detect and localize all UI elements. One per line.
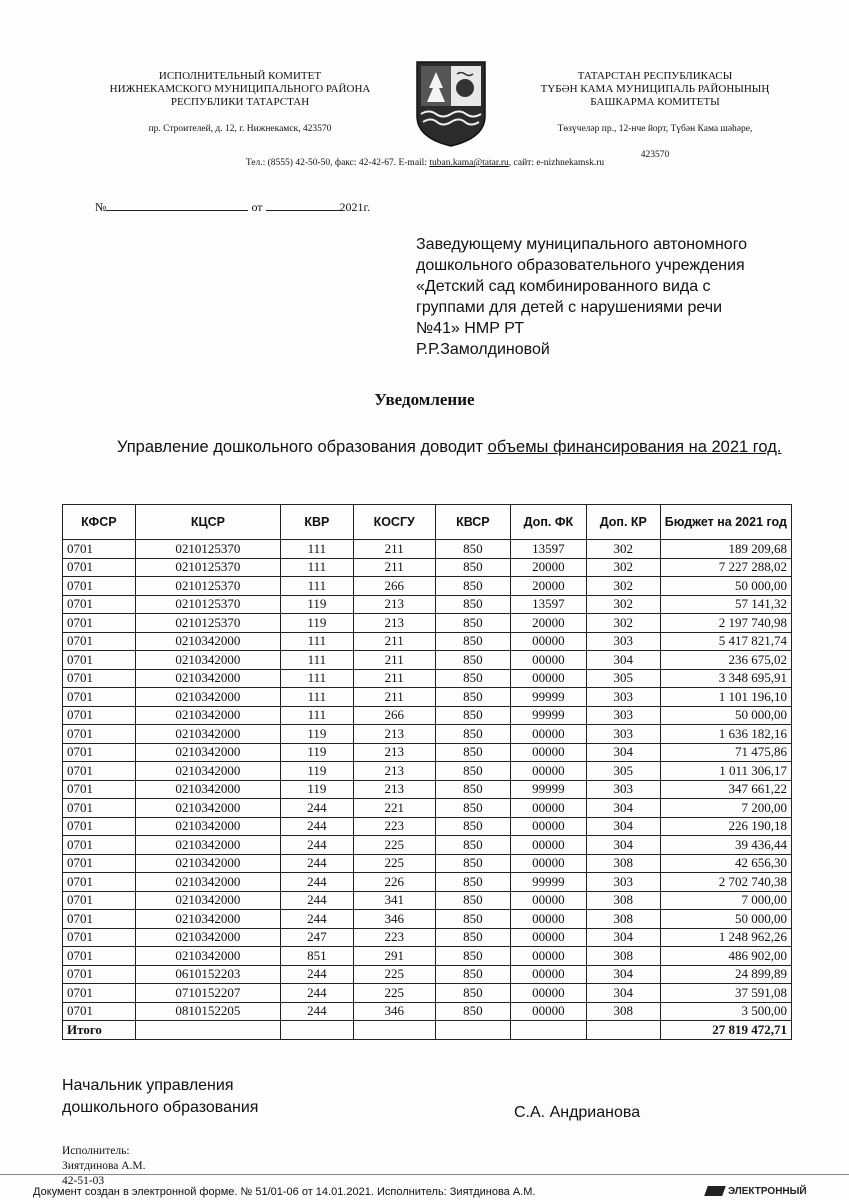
signature-position: [62, 1075, 258, 1119]
table-cell: 20000: [510, 577, 586, 596]
table-cell: 0210342000: [135, 854, 281, 873]
coat-of-arms-icon: [413, 58, 489, 148]
table-cell: 00000: [510, 669, 586, 688]
table-cell: 211: [353, 651, 435, 670]
table-cell: 0701: [63, 965, 136, 984]
table-cell: 0701: [63, 725, 136, 744]
table-cell: 50 000,00: [660, 706, 791, 725]
table-cell: 850: [435, 669, 510, 688]
table-cell: 850: [435, 1002, 510, 1021]
total-value: 27 819 472,71: [660, 1021, 791, 1040]
table-cell: 0210125370: [135, 614, 281, 633]
table-cell: 346: [353, 1002, 435, 1021]
table-cell: 0701: [63, 817, 136, 836]
column-header: КФСР: [63, 505, 136, 540]
table-cell: 850: [435, 873, 510, 892]
table-cell: 0701: [63, 632, 136, 651]
table-cell: 0701: [63, 558, 136, 577]
table-row: [63, 651, 792, 670]
table-cell: 111: [281, 577, 353, 596]
header-right-line2: ТҮБӘН КАМА МУНИЦИПАЛЬ РАЙОНЫНЫҢ: [540, 83, 770, 95]
table-cell: 189 209,68: [660, 540, 791, 559]
table-cell: 244: [281, 799, 353, 818]
table-cell: 0210342000: [135, 669, 281, 688]
table-cell: 850: [435, 965, 510, 984]
table-cell: 00000: [510, 928, 586, 947]
table-cell: 213: [353, 595, 435, 614]
table-cell: 0210342000: [135, 632, 281, 651]
logo-icon: [704, 1186, 726, 1196]
table-cell: 308: [586, 910, 660, 929]
addressee-line4: группами для детей с нарушениями речи: [416, 299, 723, 316]
table-cell: 0701: [63, 669, 136, 688]
document-title: Уведомление: [374, 390, 475, 409]
table-cell: 0210342000: [135, 762, 281, 781]
table-cell: 1 636 182,16: [660, 725, 791, 744]
table-cell: 302: [586, 614, 660, 633]
financing-table: [62, 504, 792, 1040]
table-cell: 0701: [63, 854, 136, 873]
table-cell: [353, 1021, 435, 1040]
table-row: [63, 984, 792, 1003]
table-cell: 0701: [63, 1002, 136, 1021]
table-cell: 225: [353, 965, 435, 984]
table-cell: 2 702 740,38: [660, 873, 791, 892]
table-cell: [135, 1021, 281, 1040]
table-cell: 302: [586, 558, 660, 577]
header-left-address: пр. Строителей, д. 12, г. Нижнекамск, 423570: [148, 124, 332, 134]
table-cell: 0701: [63, 688, 136, 707]
table-cell: 225: [353, 854, 435, 873]
table-cell: 119: [281, 780, 353, 799]
contacts-prefix: Тел.: (8555) 42-50-50, факс: 42-42-67. E-mail:: [245, 158, 430, 168]
executor-label: Исполнитель:: [62, 1145, 130, 1157]
table-row: [63, 688, 792, 707]
date-blank: [266, 199, 340, 211]
table-cell: 341: [353, 891, 435, 910]
table-cell: 37 591,08: [660, 984, 791, 1003]
table-cell: 303: [586, 688, 660, 707]
table-cell: 42 656,30: [660, 854, 791, 873]
table-row: [63, 669, 792, 688]
table-cell: 244: [281, 873, 353, 892]
table-cell: 304: [586, 799, 660, 818]
table-cell: 0610152203: [135, 965, 281, 984]
table-cell: 850: [435, 780, 510, 799]
table-cell: 244: [281, 1002, 353, 1021]
column-header: Бюджет на 2021 год: [660, 505, 791, 540]
table-cell: 57 141,32: [660, 595, 791, 614]
addressee-line3: «Детский сад комбинированного вида с: [416, 278, 711, 295]
table-row: [63, 577, 792, 596]
table-cell: 304: [586, 984, 660, 1003]
table-cell: 0210342000: [135, 910, 281, 929]
table-cell: 850: [435, 632, 510, 651]
total-label: Итого: [63, 1021, 136, 1040]
table-row: [63, 743, 792, 762]
footer-divider: [0, 1174, 849, 1175]
table-cell: 0210342000: [135, 836, 281, 855]
table-cell: 308: [586, 891, 660, 910]
table-cell: 119: [281, 743, 353, 762]
table-cell: 226 190,18: [660, 817, 791, 836]
table-cell: 00000: [510, 910, 586, 929]
table-cell: 850: [435, 928, 510, 947]
table-cell: 119: [281, 595, 353, 614]
table-cell: 850: [435, 743, 510, 762]
table-cell: 119: [281, 614, 353, 633]
table-cell: 244: [281, 836, 353, 855]
table-cell: 850: [435, 595, 510, 614]
table-cell: 303: [586, 873, 660, 892]
table-cell: 0210342000: [135, 743, 281, 762]
header-right-block: [490, 70, 820, 161]
table-cell: 99999: [510, 780, 586, 799]
table-cell: 0210342000: [135, 891, 281, 910]
table-cell: 211: [353, 540, 435, 559]
column-header: КВСР: [435, 505, 510, 540]
table-cell: 0701: [63, 762, 136, 781]
header-contacts: [60, 158, 790, 168]
table-cell: 7 200,00: [660, 799, 791, 818]
table-cell: 00000: [510, 651, 586, 670]
table-cell: 850: [435, 614, 510, 633]
table-cell: 244: [281, 910, 353, 929]
table-cell: 0701: [63, 577, 136, 596]
table-cell: 303: [586, 780, 660, 799]
header-left-line3: РЕСПУБЛИКИ ТАТАРСТАН: [170, 96, 310, 108]
table-cell: 3 348 695,91: [660, 669, 791, 688]
table-cell: 119: [281, 762, 353, 781]
header-left-block: [60, 70, 420, 135]
table-cell: 0701: [63, 780, 136, 799]
table-cell: 0210125370: [135, 577, 281, 596]
number-label: №: [95, 200, 107, 214]
table-row: [63, 725, 792, 744]
table-cell: 236 675,02: [660, 651, 791, 670]
signature-name: С.А. Андрианова: [514, 1104, 641, 1121]
table-cell: 0210342000: [135, 817, 281, 836]
table-cell: 0210342000: [135, 706, 281, 725]
table-cell: 0701: [63, 928, 136, 947]
table-cell: 244: [281, 854, 353, 873]
table-cell: 20000: [510, 614, 586, 633]
table-cell: 0210125370: [135, 595, 281, 614]
table-cell: 0210125370: [135, 540, 281, 559]
body-paragraph: [62, 436, 792, 459]
body-underlined-text: объемы финансирования на 2021 год.: [487, 438, 782, 456]
table-cell: 223: [353, 817, 435, 836]
table-cell: [281, 1021, 353, 1040]
table-cell: 0701: [63, 910, 136, 929]
table-cell: 0810152205: [135, 1002, 281, 1021]
table-row: [63, 965, 792, 984]
table-cell: 111: [281, 651, 353, 670]
table-cell: 0701: [63, 743, 136, 762]
table-cell: 302: [586, 595, 660, 614]
table-cell: 225: [353, 984, 435, 1003]
table-cell: 0210125370: [135, 558, 281, 577]
table-cell: 213: [353, 725, 435, 744]
signature-position-line2: дошкольного образования: [62, 1099, 259, 1116]
table-cell: 0210342000: [135, 799, 281, 818]
table-cell: 00000: [510, 817, 586, 836]
table-cell: 1 011 306,17: [660, 762, 791, 781]
table-cell: 213: [353, 743, 435, 762]
table-cell: 850: [435, 688, 510, 707]
table-cell: 850: [435, 799, 510, 818]
table-row: [63, 817, 792, 836]
table-cell: 213: [353, 780, 435, 799]
table-row: [63, 614, 792, 633]
table-cell: 7 227 288,02: [660, 558, 791, 577]
table-cell: 0210342000: [135, 947, 281, 966]
table-row: [63, 558, 792, 577]
table-cell: 111: [281, 688, 353, 707]
table-row: [63, 836, 792, 855]
body-text: Управление дошкольного образования доводит: [117, 438, 488, 456]
table-cell: 308: [586, 1002, 660, 1021]
column-header: КВР: [281, 505, 353, 540]
table-cell: 211: [353, 632, 435, 651]
table-cell: 71 475,86: [660, 743, 791, 762]
table-cell: 244: [281, 891, 353, 910]
table-cell: 213: [353, 762, 435, 781]
table-cell: 0701: [63, 891, 136, 910]
table-cell: 111: [281, 669, 353, 688]
table-cell: 00000: [510, 891, 586, 910]
table-cell: 00000: [510, 743, 586, 762]
table-cell: 00000: [510, 762, 586, 781]
table-cell: 244: [281, 817, 353, 836]
document-number-line: [95, 199, 370, 215]
table-cell: 851: [281, 947, 353, 966]
table-cell: 266: [353, 577, 435, 596]
table-cell: 308: [586, 947, 660, 966]
number-blank: [106, 199, 248, 211]
addressee-line6: Р.Р.Замолдиновой: [416, 341, 550, 358]
table-cell: 304: [586, 928, 660, 947]
table-cell: 0210342000: [135, 928, 281, 947]
table-cell: 24 899,89: [660, 965, 791, 984]
executor-block: [62, 1144, 146, 1189]
table-cell: 850: [435, 651, 510, 670]
header-right-line1: ТАТАРСТАН РЕСПУБЛИКАСЫ: [577, 70, 733, 82]
table-cell: 111: [281, 540, 353, 559]
table-cell: 0701: [63, 984, 136, 1003]
table-cell: 211: [353, 558, 435, 577]
table-cell: 13597: [510, 540, 586, 559]
table-cell: 850: [435, 910, 510, 929]
table-cell: 00000: [510, 965, 586, 984]
table-cell: 304: [586, 651, 660, 670]
table-total-row: [63, 1021, 792, 1040]
table-cell: 119: [281, 725, 353, 744]
table-cell: 213: [353, 614, 435, 633]
contacts-email-link[interactable]: tuban.kama@tatar.ru: [429, 158, 509, 168]
table-cell: 0210342000: [135, 780, 281, 799]
table-cell: 99999: [510, 873, 586, 892]
addressee-block: [416, 234, 806, 360]
table-cell: 2 197 740,98: [660, 614, 791, 633]
table-cell: 244: [281, 984, 353, 1003]
table-cell: 0210342000: [135, 651, 281, 670]
table-row: [63, 1002, 792, 1021]
table-row: [63, 854, 792, 873]
table-cell: 0701: [63, 799, 136, 818]
executor-name: Зиятдинова А.М.: [62, 1160, 146, 1172]
table-row: [63, 910, 792, 929]
header-right-line3: БАШКАРМА КОМИТЕТЫ: [590, 96, 720, 108]
electronic-document-logo: [706, 1186, 807, 1197]
table-cell: 00000: [510, 1002, 586, 1021]
column-header: Доп. ФК: [510, 505, 586, 540]
table-cell: 303: [586, 725, 660, 744]
table-row: [63, 799, 792, 818]
table-cell: 00000: [510, 854, 586, 873]
table-cell: 111: [281, 706, 353, 725]
table-cell: 221: [353, 799, 435, 818]
table-cell: 304: [586, 965, 660, 984]
table-cell: 00000: [510, 947, 586, 966]
table-row: [63, 762, 792, 781]
table-cell: 304: [586, 836, 660, 855]
column-header: Доп. КР: [586, 505, 660, 540]
contacts-suffix: , сайт: e-nizhnekamsk.ru: [508, 158, 605, 168]
table-cell: 3 500,00: [660, 1002, 791, 1021]
table-cell: [435, 1021, 510, 1040]
table-cell: 7 000,00: [660, 891, 791, 910]
table-cell: 266: [353, 706, 435, 725]
addressee-line5: №41» НМР РТ: [416, 320, 525, 337]
header-right-address2: 423570: [640, 150, 670, 160]
table-cell: 0701: [63, 706, 136, 725]
header-left-line1: ИСПОЛНИТЕЛЬНЫЙ КОМИТЕТ: [158, 70, 322, 82]
table-cell: 0701: [63, 873, 136, 892]
table-cell: 0210342000: [135, 688, 281, 707]
table-cell: 99999: [510, 688, 586, 707]
table-cell: 00000: [510, 836, 586, 855]
column-header: КЦСР: [135, 505, 281, 540]
table-cell: 00000: [510, 632, 586, 651]
table-cell: 0210342000: [135, 873, 281, 892]
table-cell: 850: [435, 836, 510, 855]
table-cell: 850: [435, 762, 510, 781]
table-cell: 225: [353, 836, 435, 855]
table-cell: 850: [435, 984, 510, 1003]
table-cell: 5 417 821,74: [660, 632, 791, 651]
table-cell: 00000: [510, 799, 586, 818]
table-cell: 850: [435, 947, 510, 966]
table-row: [63, 873, 792, 892]
signature-position-line1: Начальник управления: [62, 1077, 234, 1094]
table-cell: 0701: [63, 540, 136, 559]
table-cell: 850: [435, 817, 510, 836]
table-cell: 99999: [510, 706, 586, 725]
table-row: [63, 947, 792, 966]
table-cell: 303: [586, 632, 660, 651]
table-cell: 850: [435, 558, 510, 577]
table-cell: 00000: [510, 984, 586, 1003]
table-cell: 304: [586, 743, 660, 762]
table-cell: 303: [586, 706, 660, 725]
table-cell: 226: [353, 873, 435, 892]
table-cell: 850: [435, 725, 510, 744]
table-cell: 211: [353, 669, 435, 688]
table-cell: 20000: [510, 558, 586, 577]
executor-phone: 42-51-03: [62, 1175, 105, 1187]
header-left-line2: НИЖНЕКАМСКОГО МУНИЦИПАЛЬНОГО РАЙОНА: [109, 83, 371, 95]
table-row: [63, 632, 792, 651]
table-cell: 850: [435, 577, 510, 596]
table-cell: 304: [586, 817, 660, 836]
table-cell: 302: [586, 577, 660, 596]
date-label: от: [251, 200, 263, 214]
table-row: [63, 928, 792, 947]
table-cell: 50 000,00: [660, 910, 791, 929]
table-cell: 0701: [63, 651, 136, 670]
table-cell: 291: [353, 947, 435, 966]
header-right-address1: Төзүчеләр пр., 12-нче йорт, Түбән Кама шәһәре,: [557, 124, 753, 134]
year-label: 2021г.: [339, 200, 371, 214]
table-cell: 247: [281, 928, 353, 947]
column-header: КОСГУ: [353, 505, 435, 540]
table-cell: 50 000,00: [660, 577, 791, 596]
table-cell: 347 661,22: [660, 780, 791, 799]
table-row: [63, 595, 792, 614]
table-header-row: [63, 505, 792, 540]
table-cell: 0701: [63, 614, 136, 633]
table-cell: 850: [435, 706, 510, 725]
table-cell: 850: [435, 540, 510, 559]
table-cell: 302: [586, 540, 660, 559]
table-cell: 305: [586, 762, 660, 781]
table-cell: 211: [353, 688, 435, 707]
table-cell: 111: [281, 558, 353, 577]
table-cell: 111: [281, 632, 353, 651]
table-row: [63, 706, 792, 725]
logo-text: ЭЛЕКТРОННЫЙ: [728, 1186, 807, 1197]
table-cell: [510, 1021, 586, 1040]
footer-text: Документ создан в электронной форме. № 51/01-06 от 14.01.2021. Исполнитель: Зиятдинова А.М.: [33, 1186, 536, 1198]
table-row: [63, 891, 792, 910]
table-cell: 244: [281, 965, 353, 984]
table-cell: 39 436,44: [660, 836, 791, 855]
table-cell: 0710152207: [135, 984, 281, 1003]
table-cell: 0701: [63, 836, 136, 855]
table-cell: 850: [435, 854, 510, 873]
table-cell: 13597: [510, 595, 586, 614]
table-cell: 0701: [63, 947, 136, 966]
table-cell: 00000: [510, 725, 586, 744]
table-cell: 223: [353, 928, 435, 947]
table-cell: 0701: [63, 595, 136, 614]
addressee-line1: Заведующему муниципального автономного: [416, 236, 748, 253]
table-cell: 1 101 196,10: [660, 688, 791, 707]
table-cell: 850: [435, 891, 510, 910]
table-cell: [586, 1021, 660, 1040]
table-cell: 0210342000: [135, 725, 281, 744]
table-row: [63, 540, 792, 559]
table-cell: 1 248 962,26: [660, 928, 791, 947]
table-cell: 308: [586, 854, 660, 873]
table-cell: 346: [353, 910, 435, 929]
table-row: [63, 780, 792, 799]
addressee-line2: дошкольного образовательного учреждения: [416, 257, 745, 274]
table-cell: 486 902,00: [660, 947, 791, 966]
table-cell: 305: [586, 669, 660, 688]
